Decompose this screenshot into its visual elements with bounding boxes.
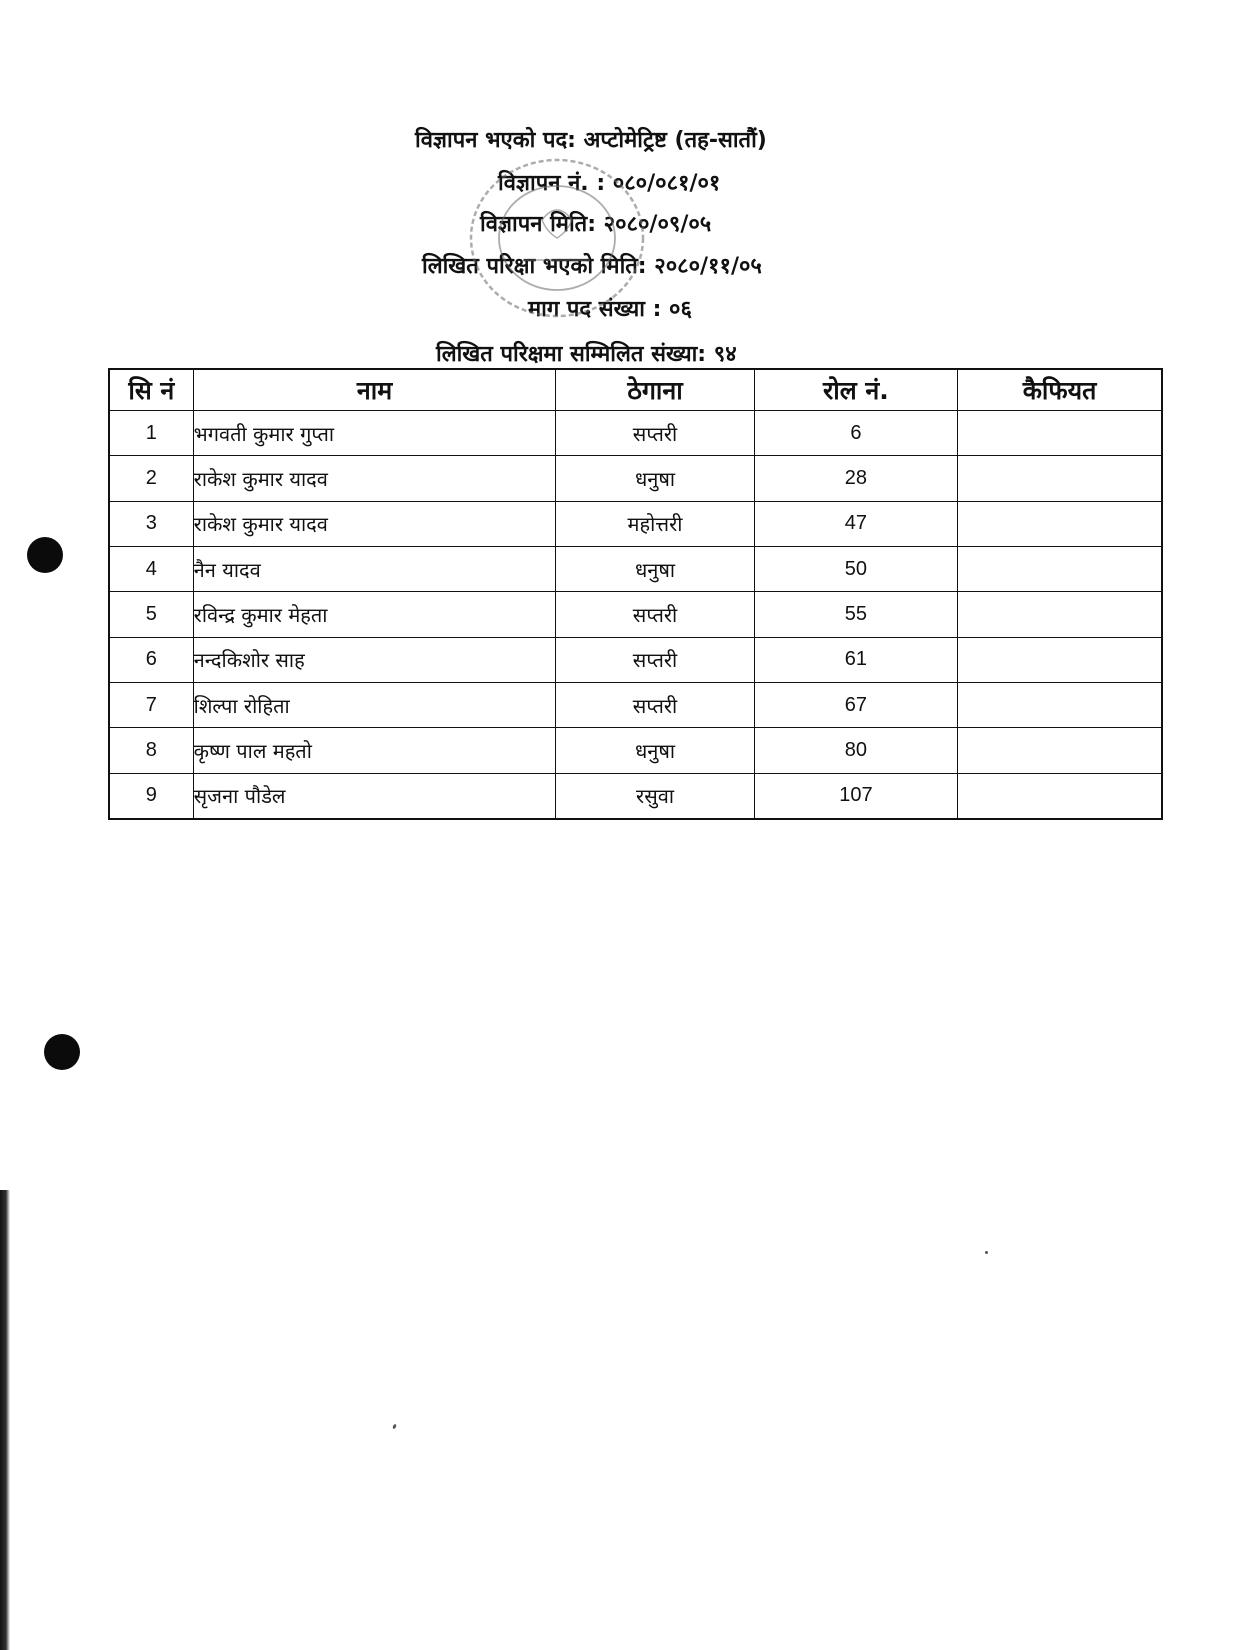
cell-serial: 7 bbox=[109, 682, 193, 727]
cell-name: नैन यादव bbox=[193, 546, 556, 591]
cell-name: नन्दकिशोर साह bbox=[193, 637, 556, 682]
cell-remarks bbox=[958, 728, 1162, 773]
cell-roll: 80 bbox=[754, 728, 957, 773]
column-header-address: ठेगाना bbox=[556, 369, 754, 411]
cell-serial: 2 bbox=[109, 456, 193, 501]
table-header-row bbox=[109, 369, 1162, 411]
cell-serial: 8 bbox=[109, 728, 193, 773]
header-ad-date: विज्ञापन मिति: २०८०/०९/०५ bbox=[480, 212, 712, 237]
table-row bbox=[109, 411, 1162, 456]
table-row bbox=[109, 773, 1162, 819]
cell-address: सप्तरी bbox=[556, 637, 754, 682]
cell-roll: 61 bbox=[754, 637, 957, 682]
table-row bbox=[109, 592, 1162, 637]
header-quota: माग पद संख्या : ०६ bbox=[528, 297, 692, 322]
cell-name: भगवती कुमार गुप्ता bbox=[193, 411, 556, 456]
cell-serial: 1 bbox=[109, 411, 193, 456]
table-row bbox=[109, 546, 1162, 591]
table-row bbox=[109, 682, 1162, 727]
cell-serial: 6 bbox=[109, 637, 193, 682]
column-header-remarks: कैफियत bbox=[958, 369, 1162, 411]
column-header-serial: सि नं bbox=[109, 369, 193, 411]
cell-name: राकेश कुमार यादव bbox=[193, 456, 556, 501]
cell-remarks bbox=[958, 682, 1162, 727]
cell-remarks bbox=[958, 773, 1162, 819]
cell-remarks bbox=[958, 411, 1162, 456]
header-ad-number: विज्ञापन नं. : ०८०/०८१/०१ bbox=[498, 171, 721, 196]
cell-name: कृष्ण पाल महतो bbox=[193, 728, 556, 773]
cell-address: धनुषा bbox=[556, 728, 754, 773]
cell-remarks bbox=[958, 637, 1162, 682]
table-row bbox=[109, 728, 1162, 773]
cell-roll: 6 bbox=[754, 411, 957, 456]
cell-roll: 50 bbox=[754, 546, 957, 591]
candidate-table bbox=[108, 368, 1163, 820]
cell-serial: 5 bbox=[109, 592, 193, 637]
cell-remarks bbox=[958, 501, 1162, 546]
cell-remarks bbox=[958, 592, 1162, 637]
punch-hole-lower bbox=[44, 1034, 80, 1070]
cell-address: सप्तरी bbox=[556, 592, 754, 637]
column-header-roll: रोल नं. bbox=[754, 369, 957, 411]
cell-name: शिल्पा रोहिता bbox=[193, 682, 556, 727]
cell-remarks bbox=[958, 546, 1162, 591]
cell-roll: 47 bbox=[754, 501, 957, 546]
cell-roll: 107 bbox=[754, 773, 957, 819]
cell-roll: 55 bbox=[754, 592, 957, 637]
table-row bbox=[109, 456, 1162, 501]
scan-speck bbox=[392, 1424, 397, 1430]
cell-roll: 67 bbox=[754, 682, 957, 727]
cell-address: सप्तरी bbox=[556, 682, 754, 727]
cell-address: सप्तरी bbox=[556, 411, 754, 456]
table-row bbox=[109, 501, 1162, 546]
scan-edge-shadow bbox=[0, 1190, 10, 1650]
cell-name: राकेश कुमार यादव bbox=[193, 501, 556, 546]
cell-name: रविन्द्र कुमार मेहता bbox=[193, 592, 556, 637]
punch-hole-upper bbox=[27, 537, 63, 573]
column-header-name: नाम bbox=[193, 369, 556, 411]
header-exam-date: लिखित परिक्षा भएको मिति: २०८०/११/०५ bbox=[422, 254, 762, 279]
cell-serial: 9 bbox=[109, 773, 193, 819]
cell-serial: 4 bbox=[109, 546, 193, 591]
cell-address: धनुषा bbox=[556, 546, 754, 591]
cell-address: महोत्तरी bbox=[556, 501, 754, 546]
scan-speck bbox=[985, 1251, 988, 1254]
cell-remarks bbox=[958, 456, 1162, 501]
cell-address: रसुवा bbox=[556, 773, 754, 819]
table-row bbox=[109, 637, 1162, 682]
cell-serial: 3 bbox=[109, 501, 193, 546]
header-post: विज्ञापन भएको पद: अप्टोमेट्रिष्ट (तह-सातौं) bbox=[415, 128, 767, 153]
cell-roll: 28 bbox=[754, 456, 957, 501]
cell-address: धनुषा bbox=[556, 456, 754, 501]
header-participants: लिखित परिक्षमा सम्मिलित संख्या: ९४ bbox=[436, 342, 737, 367]
cell-name: सृजना पौडेल bbox=[193, 773, 556, 819]
